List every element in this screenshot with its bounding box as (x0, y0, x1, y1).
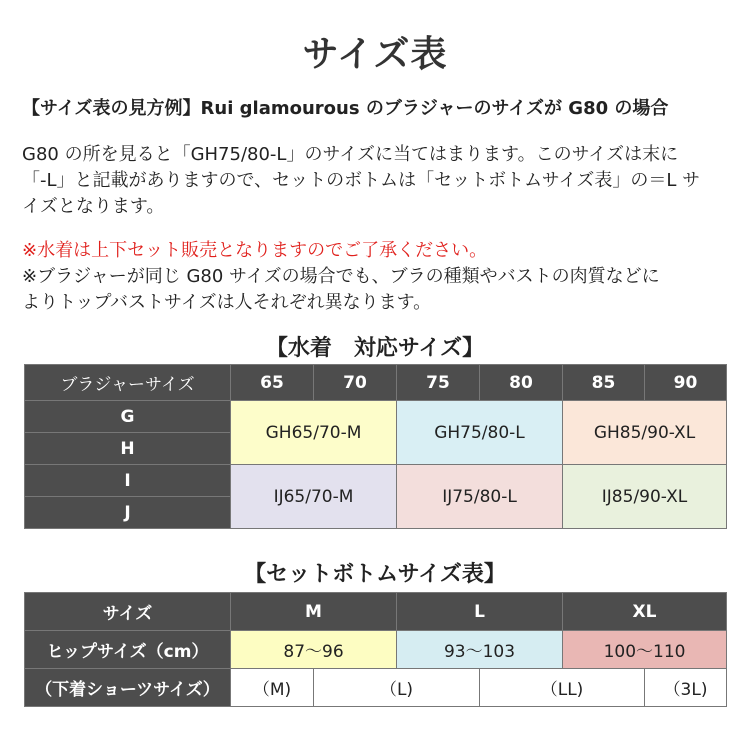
shorts-size: （LL) (480, 669, 645, 707)
size-cell: GH85/90-XL (563, 401, 727, 465)
band-header: 85 (563, 365, 645, 401)
swim-section-title: 【水着 対応サイズ】 (265, 336, 485, 361)
band-header: 75 (397, 365, 480, 401)
intro-body-line: G80 の所を見ると「GH75/80-L」のサイズに当てはまります。このサイズは末に (22, 144, 679, 165)
size-header: M (231, 593, 397, 631)
band-header: 90 (645, 365, 727, 401)
size-cell: IJ85/90-XL (563, 465, 727, 529)
shorts-size-label: （下着ショーツサイズ） (25, 669, 231, 707)
bottom-size-table (24, 592, 727, 707)
cup-label: J (25, 497, 231, 529)
notes (22, 238, 660, 316)
size-cell: GH65/70-M (231, 401, 397, 465)
set-sale-note: ※水着は上下セット販売となりますのでご了承ください。 (22, 240, 488, 261)
intro-body-line: 「-L」と記載がありますので、セットのボトムは「セットボトムサイズ表」の＝L サ (22, 170, 701, 191)
hip-size-label: ヒップサイズ（cm） (25, 631, 231, 669)
band-header: 65 (231, 365, 314, 401)
swim-size-table (24, 364, 727, 529)
note-line: よりトップバストサイズは人それぞれ異なります。 (22, 292, 432, 313)
size-cell: GH75/80-L (397, 401, 563, 465)
size-header: XL (563, 593, 727, 631)
size-cell: IJ65/70-M (231, 465, 397, 529)
intro-body-line: イズとなります。 (22, 196, 165, 217)
band-header: 80 (480, 365, 563, 401)
note-line: ※ブラジャーが同じ G80 サイズの場合でも、ブラの種類やバストの肉質などに (22, 266, 660, 287)
bottom-section-title: 【セットボトムサイズ表】 (244, 562, 506, 587)
cup-label: I (25, 465, 231, 497)
hip-value: 93～103 (397, 631, 563, 669)
shorts-size: （M) (231, 669, 314, 707)
page-title: サイズ表 (302, 34, 448, 75)
intro-body (22, 142, 700, 220)
size-cell: IJ75/80-L (397, 465, 563, 529)
band-header: 70 (314, 365, 397, 401)
size-header: L (397, 593, 563, 631)
hip-value: 87～96 (231, 631, 397, 669)
hip-value: 100～110 (563, 631, 727, 669)
intro-heading: 【サイズ表の見方例】Rui glamourous のブラジャーのサイズが G80 の場合 (22, 98, 669, 119)
shorts-size: （L) (314, 669, 480, 707)
cup-label: G (25, 401, 231, 433)
cup-label: H (25, 433, 231, 465)
size-label: サイズ (25, 593, 231, 631)
shorts-size: （3L) (645, 669, 727, 707)
bra-size-header: ブラジャーサイズ (25, 365, 231, 401)
